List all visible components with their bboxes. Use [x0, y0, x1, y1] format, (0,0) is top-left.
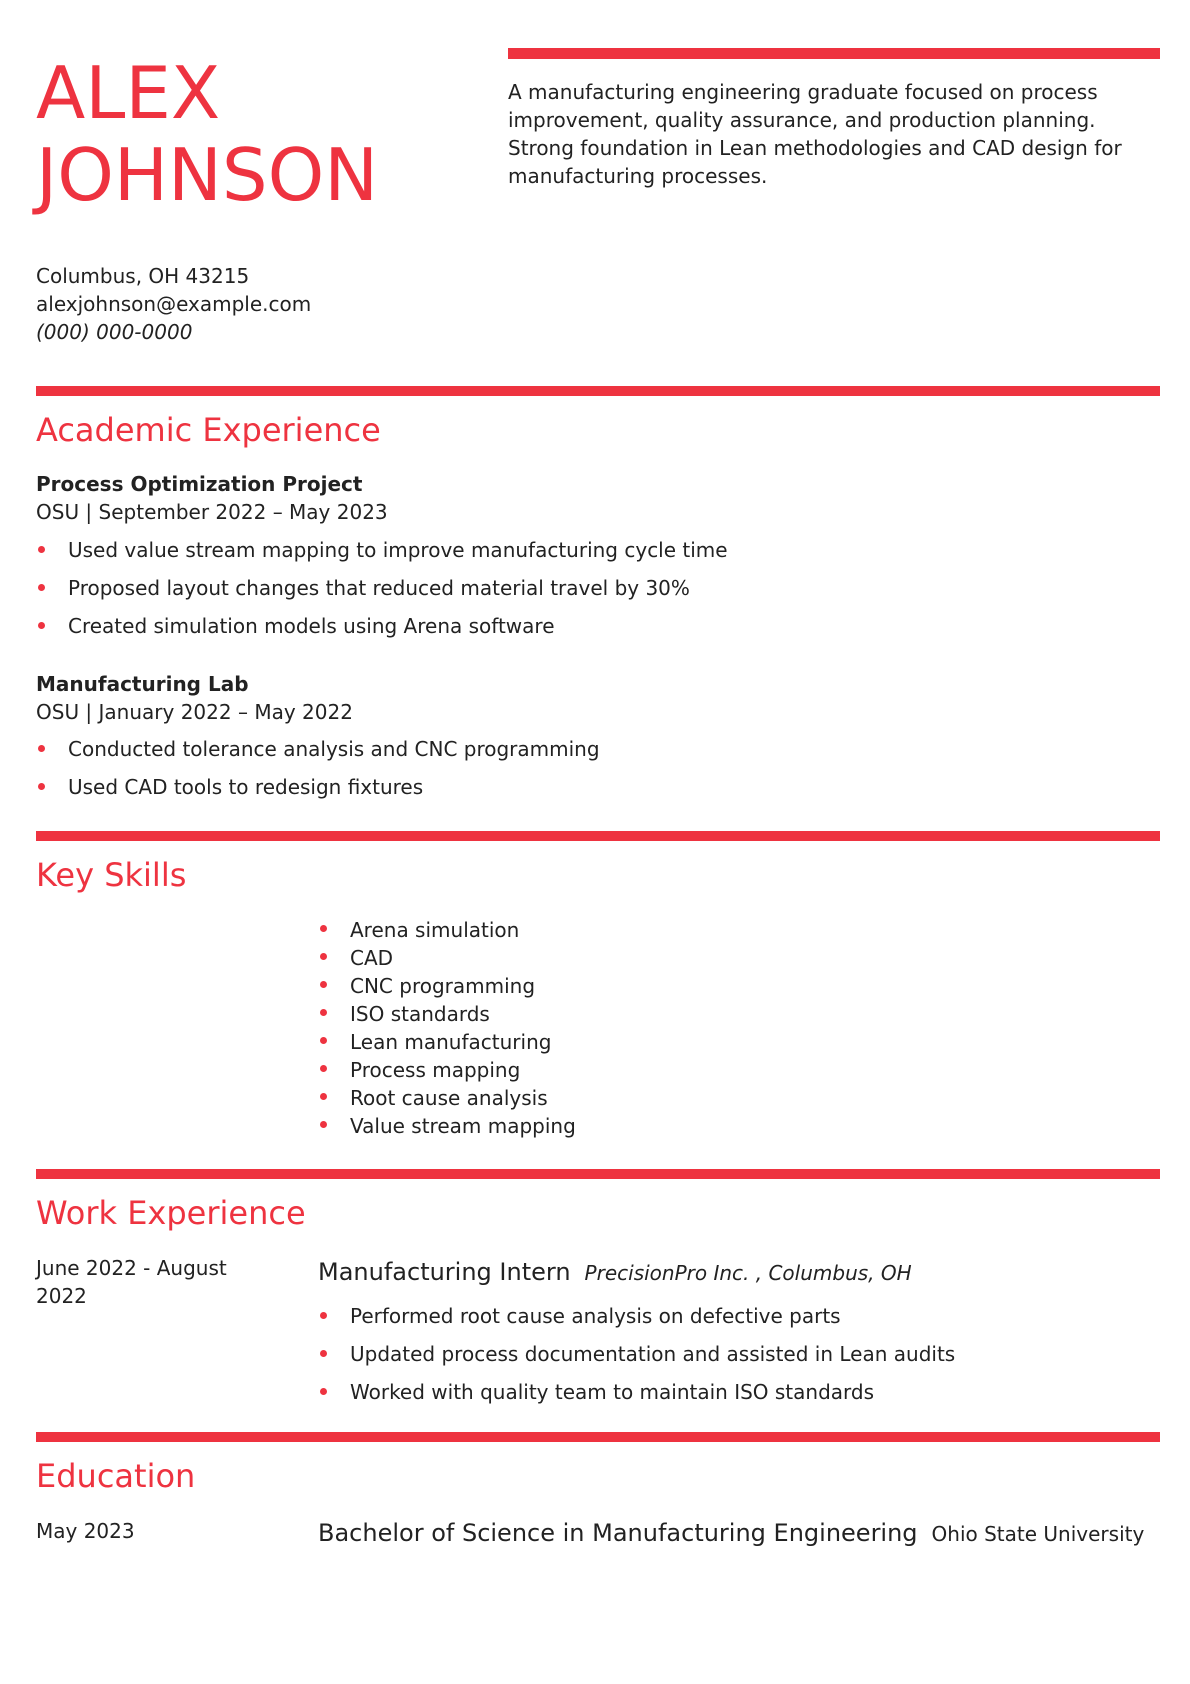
list-item: ISO standards: [318, 1000, 576, 1028]
list-item: Process mapping: [318, 1056, 576, 1084]
section-title-work: Work Experience: [36, 1194, 306, 1232]
education-degree: Bachelor of Science in Manufacturing Engineering: [318, 1519, 918, 1547]
list-item: CNC programming: [318, 972, 576, 1000]
section-title-academic: Academic Experience: [36, 411, 381, 449]
contact-block: [36, 262, 311, 346]
candidate-name: [36, 52, 378, 216]
section-rule-education: [36, 1432, 1160, 1442]
list-item: Proposed layout changes that reduced material travel by 30%: [36, 574, 728, 612]
job-role: Manufacturing Intern: [318, 1258, 571, 1286]
list-item: Value stream mapping: [318, 1112, 576, 1140]
work-bullets: [318, 1302, 955, 1416]
section-rule-academic: [36, 386, 1160, 396]
contact-location: Columbus, OH 43215: [36, 264, 250, 288]
first-name: ALEX: [36, 51, 221, 135]
job-heading: [318, 1256, 912, 1289]
list-item: Conducted tolerance analysis and CNC programming: [36, 735, 600, 773]
profile-summary: A manufacturing engineering graduate focused on process improvement, quality assurance, and production planning. Strong foundation in Lean methodologies and CAD design for manufacturing processes.: [508, 80, 1122, 188]
list-item: Created simulation models using Arena software: [36, 612, 728, 650]
skills-list: [318, 916, 576, 1140]
list-item: Updated process documentation and assisted in Lean audits: [318, 1340, 955, 1378]
contact-phone[interactable]: (000) 000-0000: [36, 320, 193, 344]
project-meta: OSU | September 2022 – May 2023: [36, 500, 388, 524]
education-entry: [318, 1517, 1144, 1549]
section-title-education: Education: [36, 1457, 196, 1495]
section-rule-skills: [36, 831, 1160, 841]
list-item: Worked with quality team to maintain ISO standards: [318, 1378, 955, 1416]
project-bullets: [36, 536, 728, 650]
list-item: Used value stream mapping to improve manufacturing cycle time: [36, 536, 728, 574]
project-bullets: [36, 735, 600, 811]
list-item: CAD: [318, 944, 576, 972]
section-rule-work: [36, 1169, 1160, 1179]
list-item: Arena simulation: [318, 916, 576, 944]
project-title: Process Optimization Project: [36, 472, 363, 496]
project-meta: OSU | January 2022 – May 2022: [36, 700, 353, 724]
project-title: Manufacturing Lab: [36, 672, 249, 696]
education-school: Ohio State University: [931, 1522, 1145, 1546]
list-item: Root cause analysis: [318, 1084, 576, 1112]
list-item: Performed root cause analysis on defective parts: [318, 1302, 955, 1340]
work-dates: June 2022 - August 2022: [36, 1256, 227, 1308]
education-date: May 2023: [36, 1519, 135, 1543]
list-item: Lean manufacturing: [318, 1028, 576, 1056]
last-name: JOHNSON: [36, 133, 379, 217]
header-rule: [508, 48, 1160, 59]
list-item: Used CAD tools to redesign fixtures: [36, 773, 600, 811]
contact-email[interactable]: alexjohnson@example.com: [36, 292, 312, 316]
job-company: PrecisionPro Inc. , Columbus, OH: [584, 1261, 912, 1285]
section-title-skills: Key Skills: [36, 856, 187, 894]
